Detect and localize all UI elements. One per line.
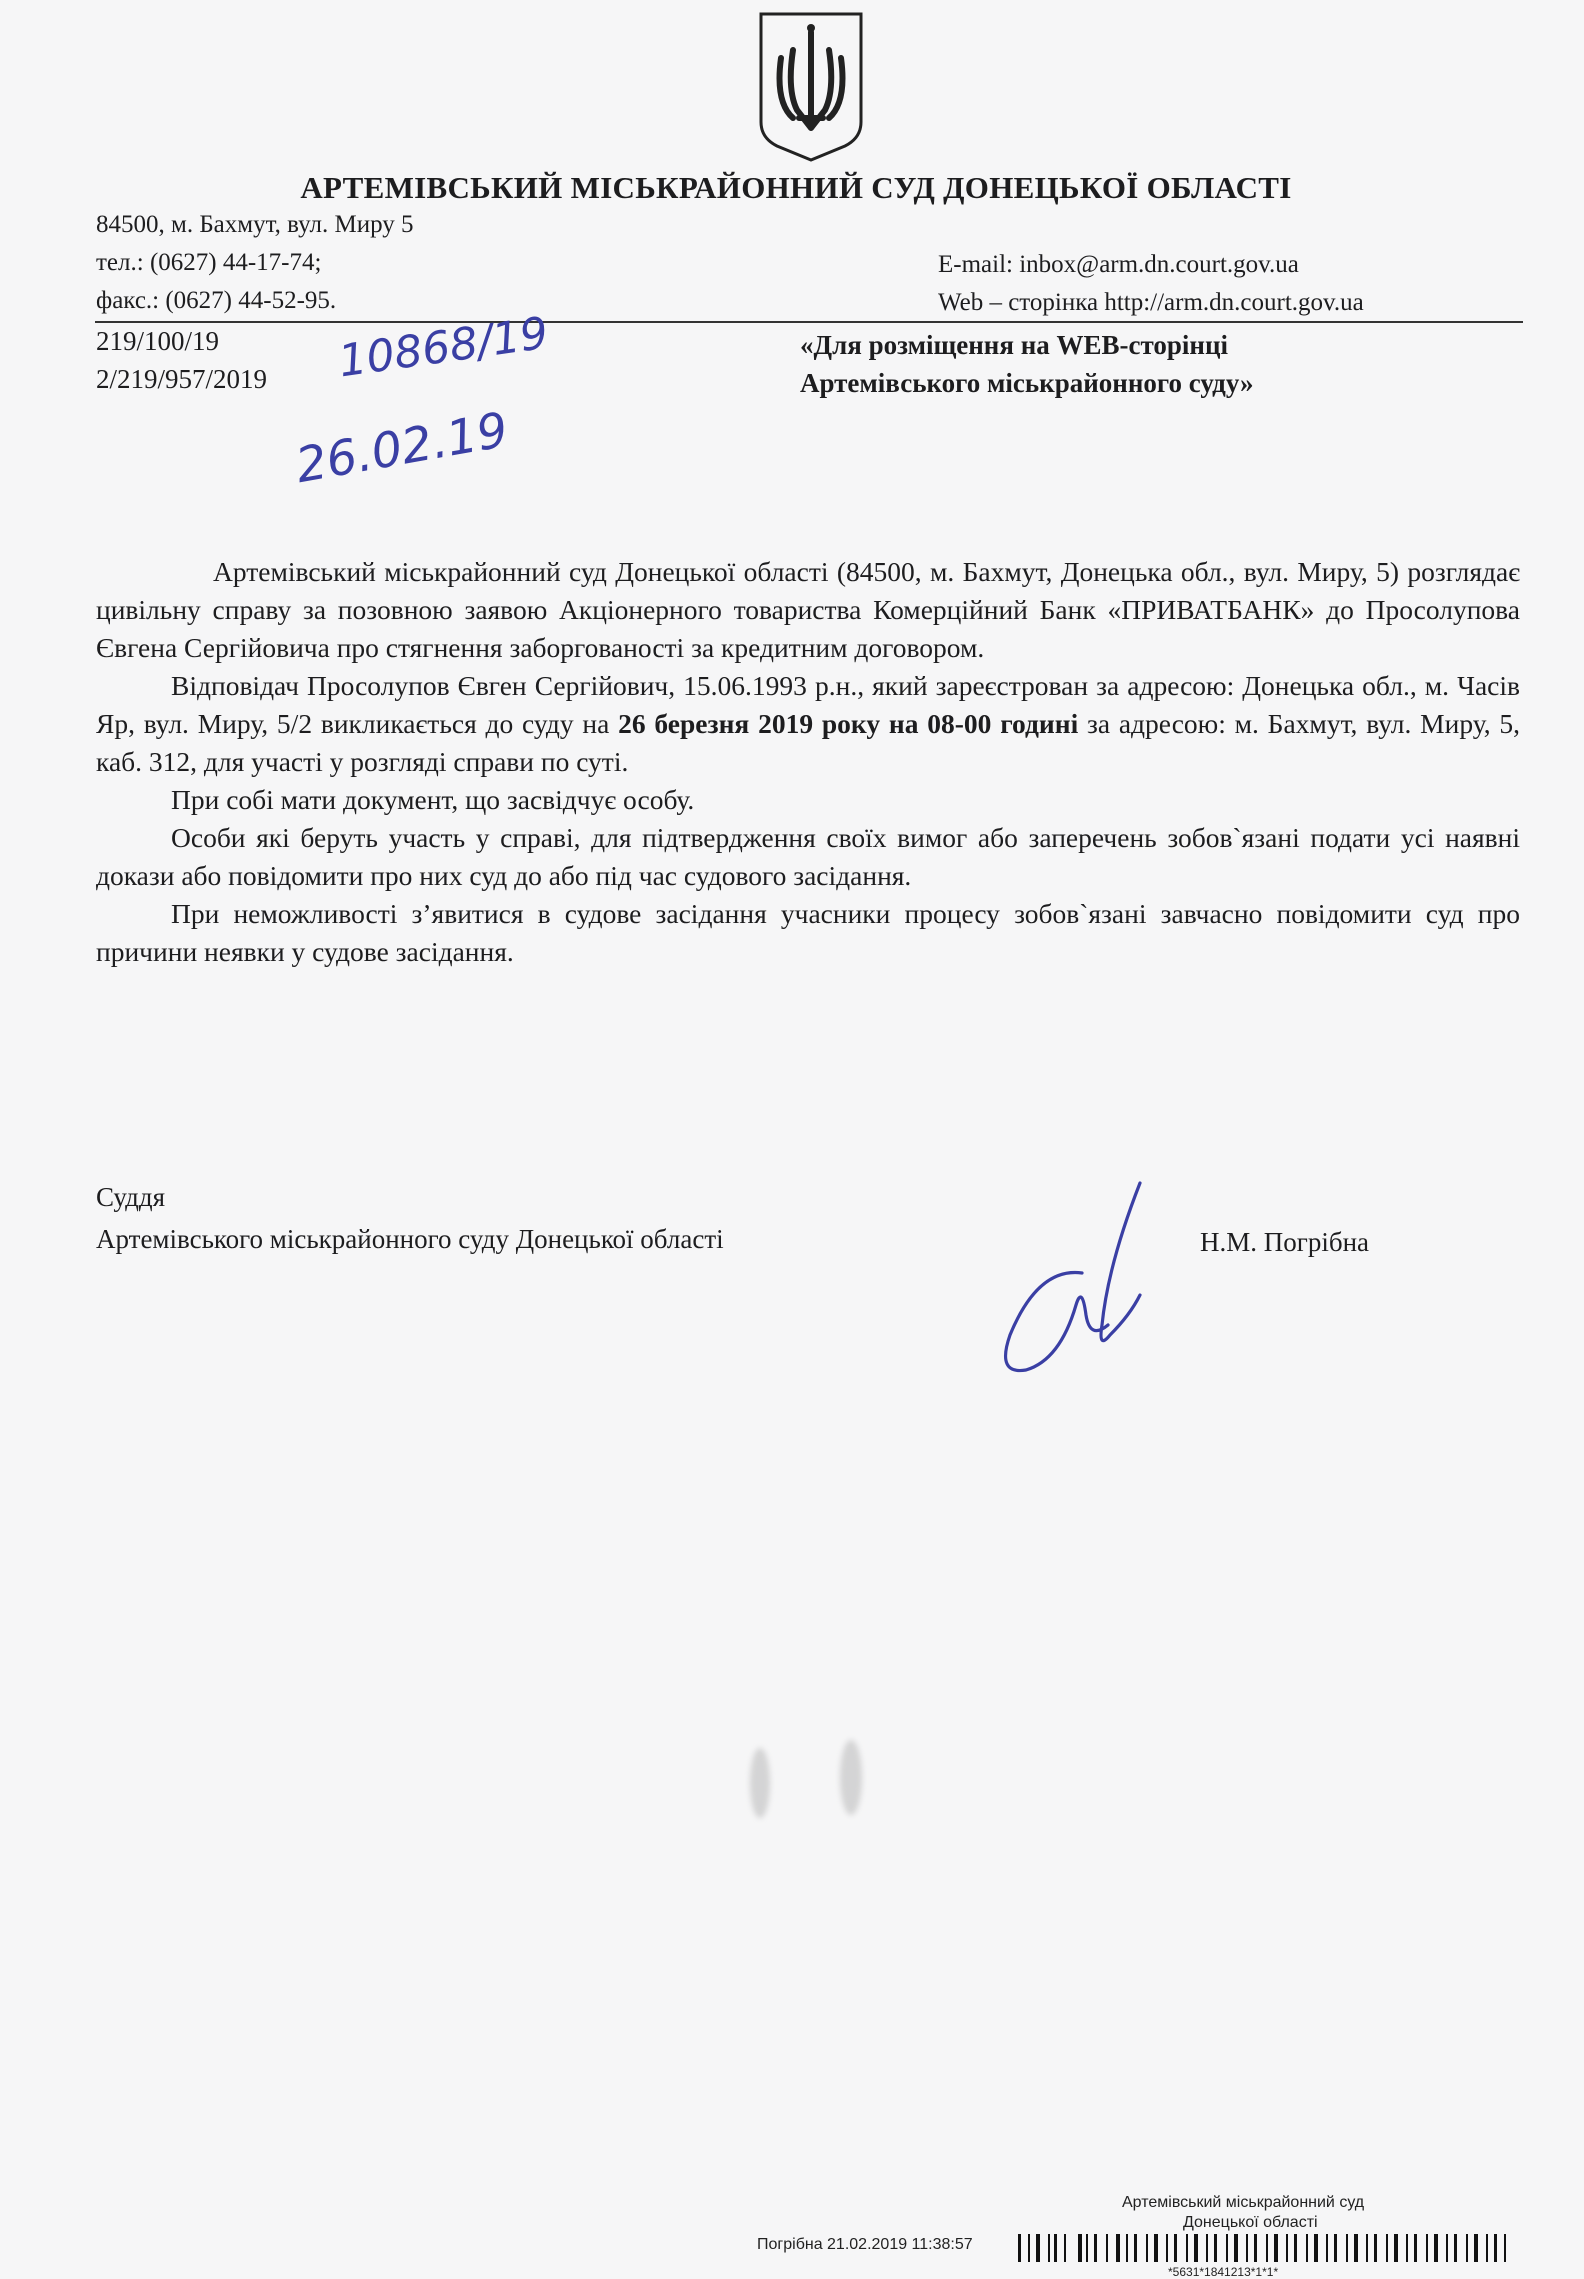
body-paragraph: Відповідач Просолупов Євген Сергійович, 15.06.1993 р.н., який зареєстрован за адресою: Донецька обл., м. Часів Яр, вул. Миру, 5/2 викликається до суду на 26 березня 2019 року на 08-00 годині за адресою: м. Бахмут, вул. Миру, 5, каб. 312, для участі у розгляді справи по суті. — [96, 670, 1520, 777]
body-paragraph: Особи які беруть участь у справі, для підтвердження своїх вимог або заперечень зобов`язані подати усі наявні докази або повідомити про них суд до або під час судового засідання. — [96, 822, 1520, 891]
barcode-icon — [1016, 2232, 1512, 2264]
case-ref-2: 2/219/957/2019 — [96, 364, 268, 394]
barcode-text: *5631*1841213*1*1* — [1168, 2265, 1279, 2279]
placement-note-line1: «Для розміщення на WEB-сторінці — [800, 330, 1229, 360]
court-title: АРТЕМІВСЬКИЙ МІСЬКРАЙОННИЙ СУД ДОНЕЦЬКОЇ ОБЛАСТІ — [300, 170, 1292, 205]
handwritten-signature — [990, 1175, 1160, 1385]
case-ref-1: 219/100/19 — [96, 326, 220, 356]
hearing-date: 26 березня 2019 року на 08-00 годині — [618, 708, 1079, 739]
body-paragraph: Артемівський міськрайонний суд Донецької області (84500, м. Бахмут, Донецька обл., вул. Миру, 5) розглядає цивільну справу за позовною заявою Акціонерного товариства Комерційний Банк «ПРИВАТБАНК» до Просолупова Євгена Сергійовича про стягнення заборгованості за кредитним договором. — [96, 556, 1520, 663]
smudge-mark — [840, 1740, 862, 1815]
court-email: E-mail: inbox@arm.dn.court.gov.ua — [938, 251, 1299, 278]
handwritten-registration-number: 10868/19 — [335, 307, 552, 388]
signatory-court: Артемівського міськрайонного суду Донецької області — [96, 1224, 724, 1254]
smudge-mark — [750, 1748, 770, 1818]
signatory-name: Н.М. Погрібна — [1200, 1227, 1370, 1257]
body-paragraph: При неможливості з’явитися в судове засідання учасники процесу зобов`язані завчасно повідомити суд про причини неявки у судове засідання. — [96, 898, 1520, 967]
notice-body — [96, 553, 1520, 971]
stamp-court-line2: Донецької області — [1183, 2214, 1318, 2231]
court-phone: тел.: (0627) 44-17-74; — [96, 249, 322, 276]
court-address: 84500, м. Бахмут, вул. Миру 5 — [96, 211, 414, 238]
header-divider — [95, 321, 1523, 323]
body-paragraph: При собі мати документ, що засвідчує особу. — [171, 784, 695, 815]
signatory-role: Суддя — [96, 1182, 166, 1212]
stamp-signed-line: Погрібна 21.02.2019 11:38:57 — [757, 2236, 973, 2253]
handwritten-registration-date: 26.02.19 — [291, 401, 512, 495]
coat-of-arms-icon — [753, 10, 869, 162]
court-website: Web – сторінка http://arm.dn.court.gov.ua — [938, 289, 1364, 316]
court-fax: факс.: (0627) 44-52-95. — [96, 287, 337, 314]
placement-note-line2: Артемівського міськрайонного суду» — [800, 368, 1254, 398]
stamp-court-line1: Артемівський міськрайонний суд — [1122, 2194, 1365, 2211]
